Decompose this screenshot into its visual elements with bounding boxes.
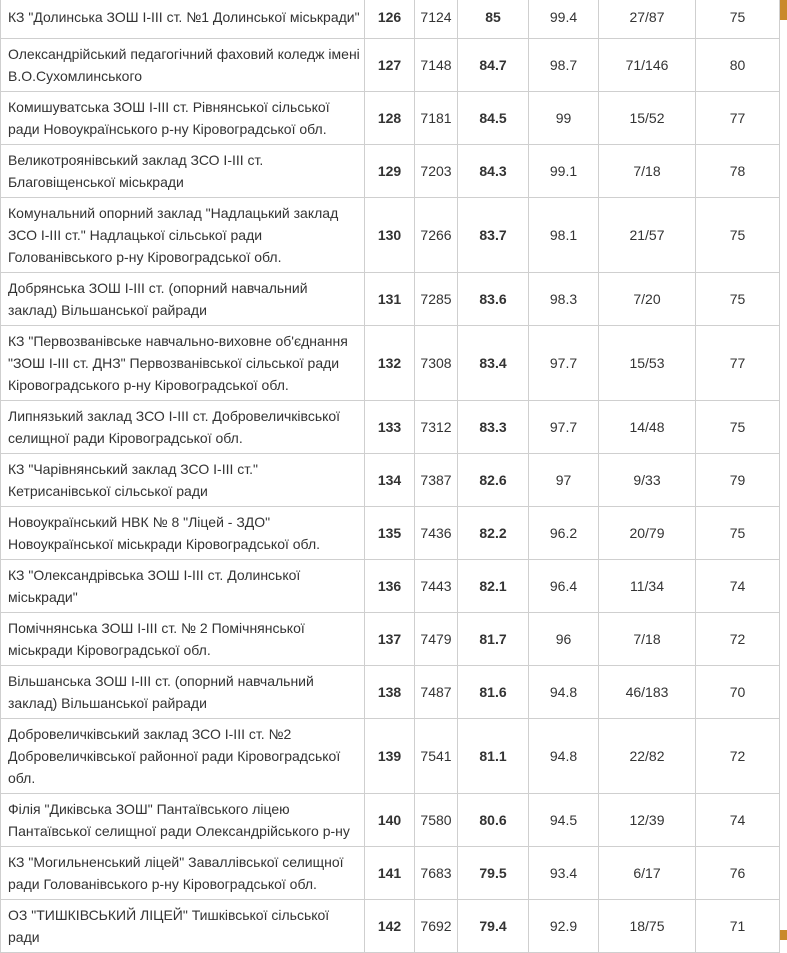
rank-cell: 137 [365, 613, 415, 666]
ratio-cell: 9/33 [599, 454, 696, 507]
percent-cell: 98.7 [529, 39, 599, 92]
last-cell: 70 [696, 666, 780, 719]
score-cell: 81.7 [458, 613, 529, 666]
school-name: Комишуватська ЗОШ І-ІІІ ст. Рівнянської сільської ради Новоукраїнського р-ну Кіровоградської обл. [1, 92, 365, 145]
table-row [1, 326, 780, 401]
last-cell: 79 [696, 454, 780, 507]
code-cell: 7181 [415, 92, 458, 145]
percent-cell: 96.4 [529, 560, 599, 613]
table-row [1, 145, 780, 198]
last-cell: 74 [696, 794, 780, 847]
percent-cell: 94.8 [529, 666, 599, 719]
rank-cell: 140 [365, 794, 415, 847]
score-cell: 83.4 [458, 326, 529, 401]
school-name: Липнязький заклад ЗСО І-ІІІ ст. Добровеличківської селищної ради Кіровоградської обл. [1, 401, 365, 454]
last-cell: 74 [696, 560, 780, 613]
code-cell: 7285 [415, 273, 458, 326]
code-cell: 7443 [415, 560, 458, 613]
ratio-cell: 71/146 [599, 39, 696, 92]
rank-cell: 132 [365, 326, 415, 401]
school-name: Добровеличківський заклад ЗСО І-ІІІ ст. №2 Добровеличківської районної ради Кіровоградської обл. [1, 719, 365, 794]
ratio-cell: 21/57 [599, 198, 696, 273]
rank-cell: 130 [365, 198, 415, 273]
school-name: Філія "Диківська ЗОШ" Пантаївського ліцею Пантаївської селищної ради Олександрійського р-ну [1, 794, 365, 847]
code-cell: 7308 [415, 326, 458, 401]
table-row [1, 613, 780, 666]
school-name: КЗ "Могильненський ліцей" Заваллівської селищної ради Голованівського р-ну Кіровоградської обл. [1, 847, 365, 900]
last-cell: 72 [696, 613, 780, 666]
rank-cell: 134 [365, 454, 415, 507]
rank-cell: 131 [365, 273, 415, 326]
score-cell: 81.1 [458, 719, 529, 794]
code-cell: 7580 [415, 794, 458, 847]
school-name: КЗ "Чарівнянський заклад ЗСО І-ІІІ ст." Кетрисанівської сільської ради [1, 454, 365, 507]
ratio-cell: 12/39 [599, 794, 696, 847]
rank-cell: 138 [365, 666, 415, 719]
school-name: Комунальний опорний заклад "Надлацький заклад ЗСО І-ІІІ ст." Надлацької сільської ради Голованівського р-ну Кіровоградської обл. [1, 198, 365, 273]
percent-cell: 96.2 [529, 507, 599, 560]
code-cell: 7541 [415, 719, 458, 794]
ratio-cell: 7/18 [599, 613, 696, 666]
school-name: Олександрійський педагогічний фаховий коледж імені В.О.Сухомлинського [1, 39, 365, 92]
last-cell: 78 [696, 145, 780, 198]
ratio-cell: 15/53 [599, 326, 696, 401]
score-cell: 84.3 [458, 145, 529, 198]
score-cell: 82.1 [458, 560, 529, 613]
score-cell: 83.7 [458, 198, 529, 273]
last-cell: 76 [696, 847, 780, 900]
table-row [1, 560, 780, 613]
score-cell: 82.2 [458, 507, 529, 560]
school-name: ОЗ "ТИШКІВСЬКИЙ ЛІЦЕЙ" Тишківської сільської ради [1, 900, 365, 953]
table-row [1, 454, 780, 507]
percent-cell: 99 [529, 92, 599, 145]
percent-cell: 99.1 [529, 145, 599, 198]
code-cell: 7436 [415, 507, 458, 560]
ratio-cell: 6/17 [599, 847, 696, 900]
score-cell: 84.7 [458, 39, 529, 92]
rank-cell: 133 [365, 401, 415, 454]
score-cell: 82.6 [458, 454, 529, 507]
code-cell: 7387 [415, 454, 458, 507]
ratio-cell: 46/183 [599, 666, 696, 719]
rank-cell: 126 [365, 0, 415, 39]
last-cell: 75 [696, 273, 780, 326]
last-cell: 77 [696, 326, 780, 401]
page-edge-accent [780, 930, 787, 940]
table-row [1, 847, 780, 900]
school-name: Новоукраїнський НВК № 8 "Ліцей - ЗДО" Новоукраїнської міськради Кіровоградської обл. [1, 507, 365, 560]
score-cell: 80.6 [458, 794, 529, 847]
rank-cell: 127 [365, 39, 415, 92]
score-cell: 79.5 [458, 847, 529, 900]
last-cell: 72 [696, 719, 780, 794]
score-cell: 84.5 [458, 92, 529, 145]
ratio-cell: 27/87 [599, 0, 696, 39]
ratio-cell: 20/79 [599, 507, 696, 560]
code-cell: 7148 [415, 39, 458, 92]
percent-cell: 94.5 [529, 794, 599, 847]
table-row [1, 39, 780, 92]
rank-cell: 142 [365, 900, 415, 953]
last-cell: 75 [696, 507, 780, 560]
rank-cell: 135 [365, 507, 415, 560]
percent-cell: 97.7 [529, 326, 599, 401]
last-cell: 75 [696, 401, 780, 454]
table-row [1, 198, 780, 273]
school-name: Помічнянська ЗОШ І-ІІІ ст. № 2 Помічнянської міськради Кіровоградської обл. [1, 613, 365, 666]
ratio-cell: 7/20 [599, 273, 696, 326]
ratio-cell: 7/18 [599, 145, 696, 198]
percent-cell: 98.3 [529, 273, 599, 326]
score-cell: 79.4 [458, 900, 529, 953]
school-name: КЗ "Долинська ЗОШ І-ІІІ ст. №1 Долинської міськради" [1, 0, 365, 39]
table-row [1, 794, 780, 847]
score-cell: 83.3 [458, 401, 529, 454]
table-row [1, 92, 780, 145]
percent-cell: 99.4 [529, 0, 599, 39]
last-cell: 77 [696, 92, 780, 145]
code-cell: 7203 [415, 145, 458, 198]
rank-cell: 129 [365, 145, 415, 198]
table-row [1, 0, 780, 39]
ratio-cell: 22/82 [599, 719, 696, 794]
code-cell: 7683 [415, 847, 458, 900]
score-cell: 81.6 [458, 666, 529, 719]
percent-cell: 93.4 [529, 847, 599, 900]
code-cell: 7124 [415, 0, 458, 39]
rank-cell: 139 [365, 719, 415, 794]
code-cell: 7479 [415, 613, 458, 666]
rank-cell: 141 [365, 847, 415, 900]
table-row [1, 273, 780, 326]
table-row [1, 401, 780, 454]
last-cell: 80 [696, 39, 780, 92]
school-name: Добрянська ЗОШ І-ІІІ ст. (опорний навчальний заклад) Вільшанської райради [1, 273, 365, 326]
last-cell: 75 [696, 0, 780, 39]
percent-cell: 92.9 [529, 900, 599, 953]
score-cell: 85 [458, 0, 529, 39]
table-row [1, 666, 780, 719]
table-row [1, 900, 780, 953]
school-name: Вільшанська ЗОШ І-ІІІ ст. (опорний навчальний заклад) Вільшанської райради [1, 666, 365, 719]
school-name: КЗ "Олександрівська ЗОШ І-ІІІ ст. Долинської міськради" [1, 560, 365, 613]
ratio-cell: 11/34 [599, 560, 696, 613]
percent-cell: 97.7 [529, 401, 599, 454]
table-row [1, 507, 780, 560]
rank-cell: 136 [365, 560, 415, 613]
code-cell: 7266 [415, 198, 458, 273]
last-cell: 71 [696, 900, 780, 953]
code-cell: 7487 [415, 666, 458, 719]
rank-cell: 128 [365, 92, 415, 145]
last-cell: 75 [696, 198, 780, 273]
percent-cell: 98.1 [529, 198, 599, 273]
ratio-cell: 14/48 [599, 401, 696, 454]
code-cell: 7692 [415, 900, 458, 953]
percent-cell: 96 [529, 613, 599, 666]
school-name: КЗ "Первозванівське навчально-виховне об'єднання "ЗОШ І-ІІІ ст. ДНЗ" Первозванівської сільської ради Кіровоградського р-ну Кіровоградської обл. [1, 326, 365, 401]
code-cell: 7312 [415, 401, 458, 454]
ratio-cell: 18/75 [599, 900, 696, 953]
school-name: Великотроянівський заклад ЗСО І-ІІІ ст. Благовіщенської міськради [1, 145, 365, 198]
table-row [1, 719, 780, 794]
score-cell: 83.6 [458, 273, 529, 326]
ratio-cell: 15/52 [599, 92, 696, 145]
percent-cell: 97 [529, 454, 599, 507]
percent-cell: 94.8 [529, 719, 599, 794]
page-edge-accent [780, 0, 787, 20]
